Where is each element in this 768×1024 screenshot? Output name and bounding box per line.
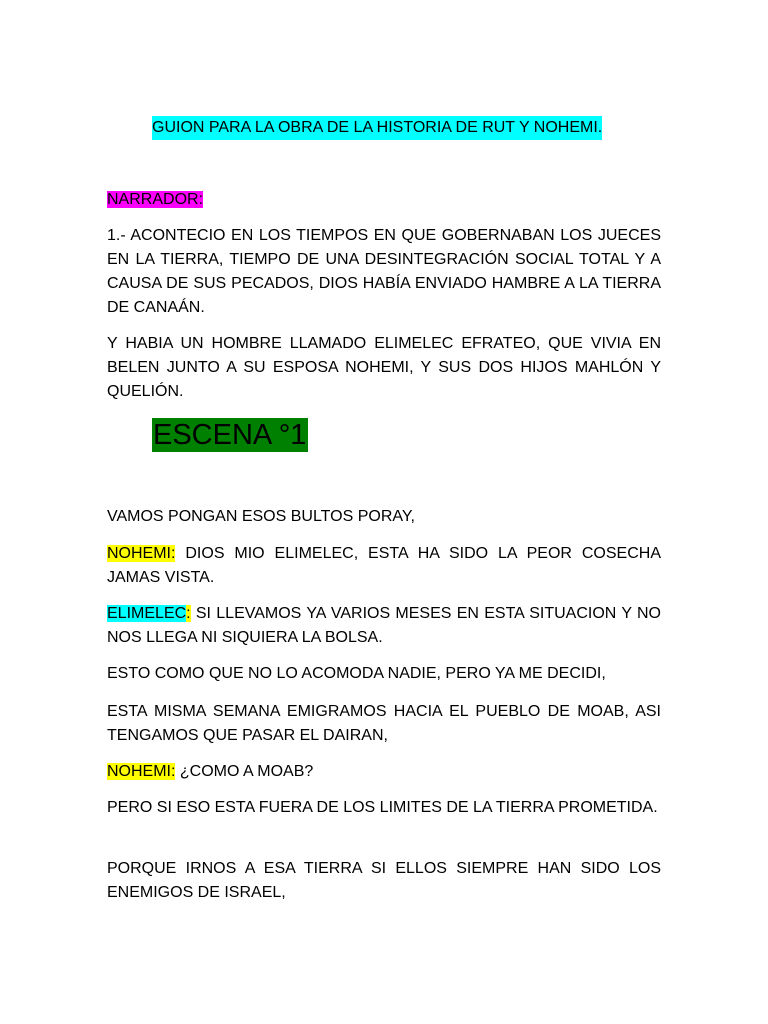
- dialogue-line-1: VAMOS PONGAN ESOS BULTOS PORAY,: [107, 508, 415, 525]
- document-title: GUION PARA LA OBRA DE LA HISTORIA DE RUT Y NOHEMI.: [152, 116, 602, 140]
- speaker-nohemi: NOHEMI:: [107, 763, 176, 780]
- dialogue-text: ¿COMO A MOAB?: [175, 763, 314, 780]
- dialogue-line-5: ESTA MISMA SEMANA EMIGRAMOS HACIA EL PUEBLO DE MOAB, ASI TENGAMOS QUE PASAR EL DAIRAN,: [107, 703, 661, 744]
- dialogue-line-2: [107, 542, 661, 590]
- paragraph-1: 1.- ACONTECIO EN LOS TIEMPOS EN QUE GOBERNABAN LOS JUECES EN LA TIERRA, TIEMPO DE UNA DESINTEGRACIÓN SOCIAL TOTAL Y A CAUSA DE SUS PECADOS, DIOS HABÍA ENVIADO HAMBRE A LA TIERRA DE CANAÁN.: [107, 227, 661, 316]
- dialogue-line-7: PERO SI ESO ESTA FUERA DE LOS LIMITES DE LA TIERRA PROMETIDA.: [107, 799, 658, 816]
- dialogue-text: DIOS MIO ELIMELEC, ESTA HA SIDO LA PEOR COSECHA JAMAS VISTA.: [107, 545, 661, 586]
- dialogue-line-8: PORQUE IRNOS A ESA TIERRA SI ELLOS SIEMPRE HAN SIDO LOS ENEMIGOS DE ISRAEL,: [107, 860, 661, 901]
- dialogue-line-4: ESTO COMO QUE NO LO ACOMODA NADIE, PERO YA ME DECIDI,: [107, 665, 606, 682]
- dialogue-text: SI LLEVAMOS YA VARIOS MESES EN ESTA SITUACION Y NO NOS LLEGA NI SIQUIERA LA BOLSA.: [107, 605, 661, 646]
- speaker-elimelec: ELIMELEC: [107, 605, 187, 622]
- narrator-heading: [107, 188, 661, 212]
- paragraph-2: Y HABIA UN HOMBRE LLAMADO ELIMELEC EFRATEO, QUE VIVIA EN BELEN JUNTO A SU ESPOSA NOHEMI, Y SUS DOS HIJOS MAHLÓN Y QUELIÓN.: [107, 335, 661, 400]
- dialogue-line-6: [107, 760, 661, 784]
- speaker-colon: :: [186, 605, 191, 622]
- narrator-label: NARRADOR:: [107, 191, 204, 208]
- speaker-nohemi: NOHEMI:: [107, 545, 176, 562]
- dialogue-line-3: [107, 602, 661, 650]
- scene-heading: ESCENA °1: [153, 419, 307, 451]
